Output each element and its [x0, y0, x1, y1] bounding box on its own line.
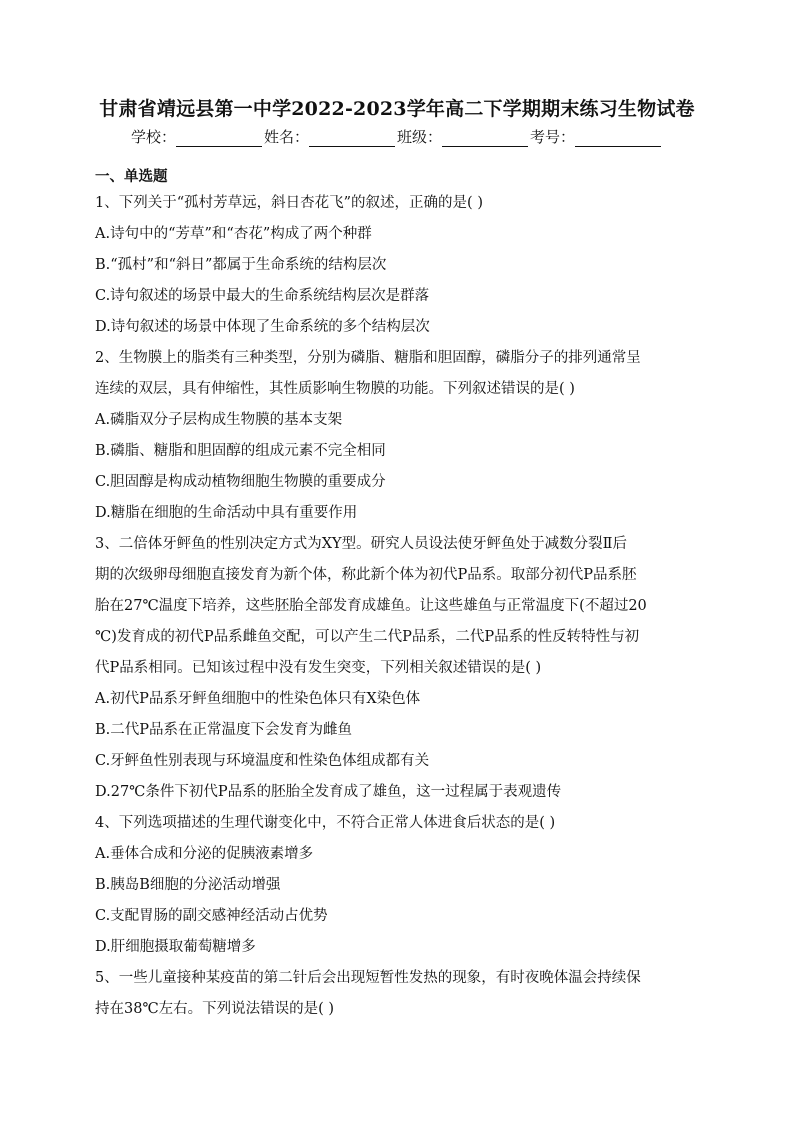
question-4 [95, 808, 707, 963]
option-b: B.“孤村”和“斜日”都属于生命系统的结构层次 [95, 257, 387, 273]
question-3 [95, 529, 707, 808]
class-label: 班级： [397, 128, 443, 146]
school-field[interactable] [131, 126, 264, 147]
class-blank[interactable] [442, 132, 528, 147]
name-blank[interactable] [309, 132, 395, 147]
option-b: B.胰岛B细胞的分泌活动增强 [95, 877, 281, 893]
option-a: A.垂体合成和分泌的促胰液素增多 [95, 846, 314, 862]
name-field[interactable] [264, 126, 397, 147]
question-stem-line: 3、二倍体牙鲆鱼的性别决定方式为XY型。研究人员设法使牙鲆鱼处于减数分裂Ⅱ后 [95, 536, 627, 552]
exam-number-blank[interactable] [575, 132, 661, 147]
question-1 [95, 188, 707, 343]
school-label: 学校： [130, 128, 176, 146]
option-c: C.胆固醇是构成动植物细胞生物膜的重要成分 [95, 474, 386, 490]
option-a: A.初代P品系牙鲆鱼细胞中的性染色体只有X染色体 [95, 691, 421, 707]
question-stem-line: 连续的双层，具有伸缩性，其性质影响生物膜的功能。下列叙述错误的是( ) [95, 381, 575, 397]
option-a: A.诗句中的“芳草”和“杏花”构成了两个种群 [95, 226, 372, 242]
option-a: A.磷脂双分子层构成生物膜的基本支架 [95, 412, 343, 428]
option-c: C.支配胃肠的副交感神经活动占优势 [95, 908, 328, 924]
option-d: D.27℃条件下初代P品系的胚胎全发育成了雄鱼，这一过程属于表观遗传 [95, 784, 562, 800]
student-info-row [0, 126, 794, 147]
question-stem-line: 2、生物膜上的脂类有三种类型，分别为磷脂、糖脂和胆固醇，磷脂分子的排列通常呈 [95, 350, 641, 366]
question-stem-line: 持在38℃左右。下列说法错误的是( ) [95, 1001, 335, 1017]
exam-number-field[interactable] [530, 126, 663, 147]
question-stem: 1、下列关于“孤村芳草远，斜日杏花飞”的叙述，正确的是( ) [95, 195, 483, 211]
page-title: 甘肃省靖远县第一中学2022-2023学年高二下学期期末练习生物试卷 [99, 98, 695, 120]
name-label: 姓名： [263, 128, 309, 146]
option-d: D.肝细胞摄取葡萄糖增多 [95, 939, 256, 955]
question-stem-line: 期的次级卵母细胞直接发育为新个体，称此新个体为初代P品系。取部分初代P品系胚 [95, 567, 637, 583]
question-area [95, 166, 707, 1025]
question-stem: 4、下列选项描述的生理代谢变化中，不符合正常人体进食后状态的是( ) [95, 815, 556, 831]
option-d: D.诗句叙述的场景中体现了生命系统的多个结构层次 [95, 319, 430, 335]
option-c: C.诗句叙述的场景中最大的生命系统结构层次是群落 [95, 288, 430, 304]
question-stem-line: 5、一些儿童接种某疫苗的第二针后会出现短暂性发热的现象，有时夜晚体温会持续保 [95, 970, 641, 986]
question-5 [95, 963, 707, 1025]
option-c: C.牙鲆鱼性别表现与环境温度和性染色体组成都有关 [95, 753, 430, 769]
exam-number-label: 考号： [530, 128, 576, 146]
option-b: B.二代P品系在正常温度下会发育为雌鱼 [95, 722, 353, 738]
option-b: B.磷脂、糖脂和胆固醇的组成元素不完全相同 [95, 443, 386, 459]
school-blank[interactable] [176, 132, 262, 147]
question-stem-line: ℃)发育成的初代P品系雌鱼交配，可以产生二代P品系，二代P品系的性反转特性与初 [95, 629, 640, 645]
question-stem-line: 代P品系相同。已知该过程中没有发生突变，下列相关叙述错误的是( ) [95, 660, 542, 676]
option-d: D.糖脂在细胞的生命活动中具有重要作用 [95, 505, 358, 521]
section-heading: 一、单选题 [95, 168, 168, 185]
question-stem-line: 胎在27℃温度下培养，这些胚胎全部发育成雄鱼。让这些雄鱼与正常温度下(不超过20 [95, 598, 647, 614]
class-field[interactable] [397, 126, 530, 147]
question-2 [95, 343, 707, 529]
